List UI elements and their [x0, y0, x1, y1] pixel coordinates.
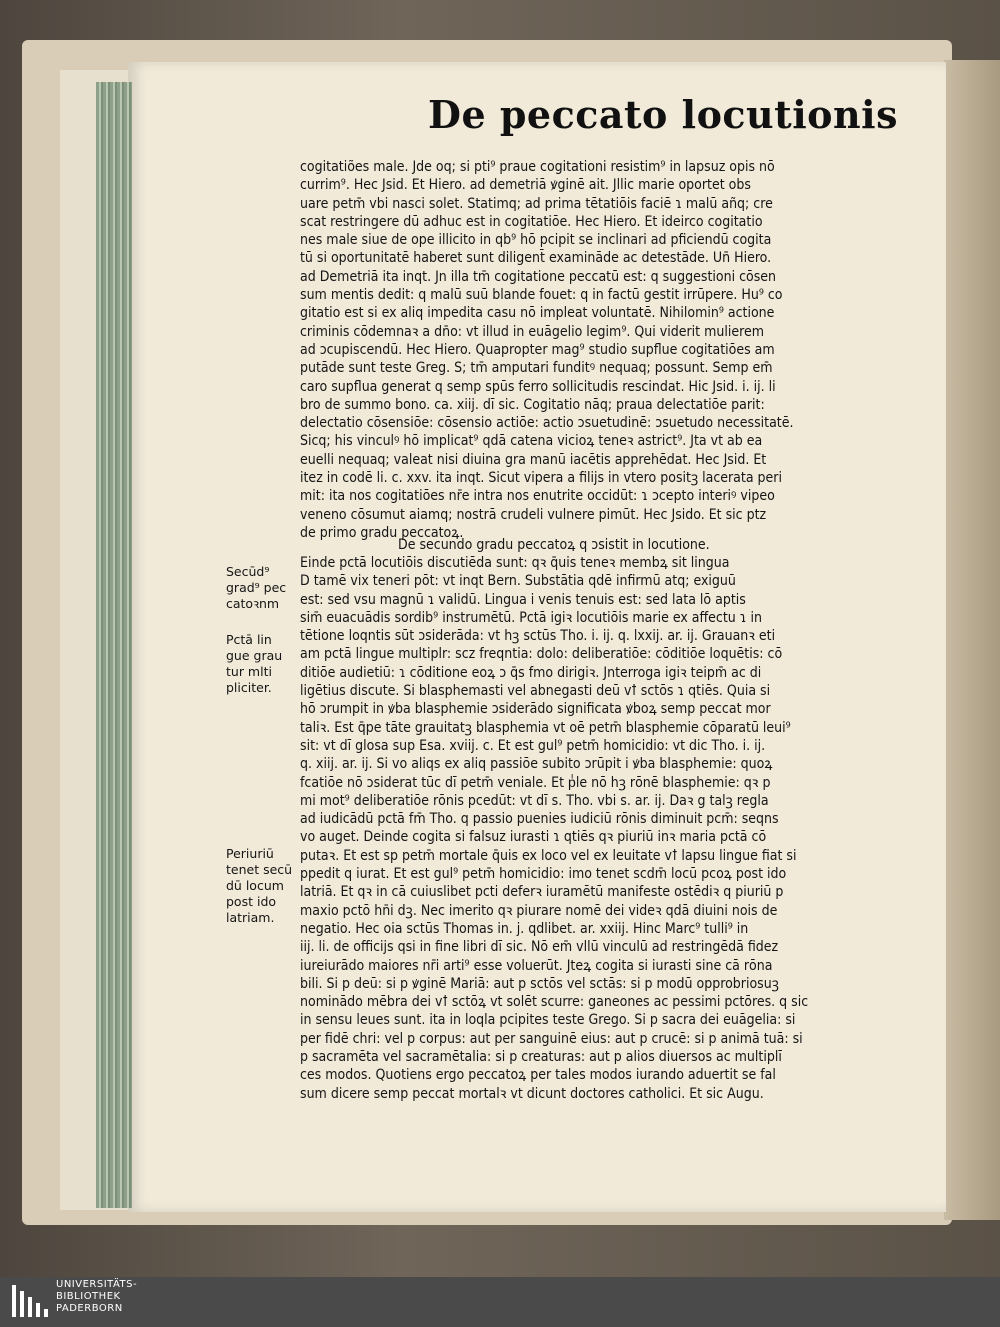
text-line: delectatio cōsensiōe: cōsensio actiōe: actio ɔsuetudinē: ɔsuetudo necessitatē.: [300, 415, 794, 432]
text-line: cogitatiões male. Jde oq; si pti⁹ praue cogitationi resistim⁹ in lapsuz opis nō: [300, 159, 775, 175]
text-line: euelli nequaq; valeat nisi diuina gra manū iacētis apprehēdat. Hec Jsid. Et: [300, 451, 767, 468]
text-line: D tamē vix teneri pōt: vt inqt Bern. Substātia qdē infirmū atq; exiguū: [300, 573, 736, 590]
text-line: uare petm̄ vbi nasci solet. Statimq; ad prima tētatiōis faciē ɿ malū añq; cre: [300, 195, 773, 212]
margin-note-sins-of-tongue: [226, 632, 296, 696]
text-line: nes male siue de ope illicito in qb⁹ hō pcipit se inclinari ad pficiendū cogita: [300, 232, 772, 249]
margin-note-line: grad⁹ pec: [226, 580, 287, 595]
library-name: [56, 1279, 137, 1315]
text-line: maxio pctō hn̄i dꝫ. Nec imerito qꝛ piurare nomē dei videꝛ qdā diuini nois de: [300, 902, 778, 919]
text-line: hō ɔrumpit in ꝟba blasphemie ɔsiderādo significata ꝟboꝝ semp peccat mor: [300, 701, 771, 718]
margin-note-line: post ido: [226, 894, 277, 909]
text-line: gitatio est si ex aliq impedita casu nō impleat voluntatē. Nihilomin⁹ actione: [300, 305, 775, 322]
section-subheading: [398, 536, 998, 554]
text-block-speech: [300, 554, 900, 1103]
text-line: putaꝛ. Et est sp petm̄ mortale q̄uis ex loco vel ex leuitate vꝉ lapsu lingue fiat si: [300, 847, 797, 864]
page-heading: De peccato locutionis: [428, 92, 898, 137]
text-line: bro de summo bono. ca. xiij. dī sic. Cogitatio nāq; praua delectatiōe parit:: [300, 396, 765, 413]
text-line: iij. li. de officijs qsi in fine libri dī sic. Nō em̄ vllū vinculū ad restringēdā fidez: [300, 939, 779, 956]
margin-note-line: Periuriū: [226, 846, 274, 861]
text-line: de primo gradu peccatoꝝ.: [300, 524, 464, 541]
text-line: ppedit q iurat. Et est gul⁹ petm̄ homicidio: imo tenet scdm̄ locū pcoꝝ post ido: [300, 866, 787, 883]
text-line: mit: ita nos cogitatiōes nr̄e intra nos enutrite occidūt: ɿ ɔcepto interiꝰ vipeo: [300, 488, 775, 505]
text-line: ces modos. Quotiens ergo peccatoꝝ per tales modos iurando aduertit se fal: [300, 1067, 776, 1084]
text-line: itez in codē li. c. xxv. ita inqt. Sicut vipera a filijs in vtero positꝫ lacerata peri: [300, 470, 782, 487]
margin-note-line: dū locum: [226, 878, 284, 893]
margin-note-line: latriam.: [226, 910, 275, 925]
text-line: p sacramēta vel sacramētalia: si p creaturas: aut p alios diuersos ac multiplī: [300, 1049, 782, 1066]
text-line: criminis cōdemnaꝛ a dn̄o: vt illud in euāgelio legim⁹. Qui viderit mulierem: [300, 323, 764, 340]
text-line: iureiurādo maiores nr̄i arti⁹ esse voluerūt. Jteꝝ cogita si iurasti sine cā rōna: [300, 957, 773, 974]
margin-note-line: tur mlti: [226, 664, 272, 679]
text-line: ad Demetriā ita inqt. Jn illa tm̄ cogitatione peccatū est: q suggestioni cōsen: [300, 268, 776, 285]
text-line: caro supflua generat q semp spūs ferro sollicitudis rescindat. Hic Jsid. i. ij. li: [300, 378, 776, 395]
text-line: per fidē chri: vel p corpus: aut per sanguinē eius: aut p crucē: si p animā tuā: si: [300, 1030, 803, 1047]
text-line: latriā. Et qꝛ in cā cuiuslibet pcti deferꝛ iuramētū manifeste ostēdiꝛ q piuriū p: [300, 884, 784, 901]
text-line: bili. Si p deū: si p ꝟginē Mariā: aut p sctōs vel sctās: si p modū opprobriosuꝫ: [300, 975, 779, 992]
text-block-thoughts: [300, 158, 900, 542]
text-line: ligētius discute. Si blasphemasti vel abnegasti deū vꝉ sctōs ɿ qtiēs. Quia si: [300, 683, 771, 700]
text-line: in sensu leues sunt. ita in loqla pcipites teste Grego. Si p sacra dei euāgelia: si: [300, 1012, 796, 1029]
text-line: negatio. Hec oia sctūs Thomas in. j. qdlibet. ar. xxiij. Hinc Marc⁹ tulli⁹ in: [300, 920, 749, 937]
text-line: fcatiōe nō ɔsiderat tūc dī petm̄ veniale. Et pͥle nō hꝫ rōnē blasphemie: qꝛ p: [300, 774, 771, 791]
text-line: sim̄ euacuādis sordib⁹ instrumētū. Pctā igiꝛ locutiōis marie ex affectu ɿ in: [300, 609, 762, 626]
text-line: ditiōe audietiū: ɿ cōditione eoꝝ ɔ q̄s fmo dirigiꝛ. Jnterroga igiꝛ teipm̄ ac di: [300, 664, 762, 681]
right-cover-board: [944, 60, 1000, 1220]
text-line: tū si oportunitatē haberet sunt diligent̄ examināde ac detestāde. Un̄ Hiero.: [300, 250, 772, 267]
margin-note-second-degree: [226, 564, 296, 612]
text-line: q. xiij. ar. ij. Si vo aliqs ex aliq passiōe subito ɔrūpit i ꝟba blasphemie: quoꝝ: [300, 756, 773, 773]
text-line: nominādo mēbra dei vꝉ sctōꝝ vt solēt scurre: ganeones ac pessimi pctōres. q sic: [300, 994, 809, 1011]
footer-bar: [0, 1277, 1000, 1327]
text-line: sum mentis dedit: q malū suū blande fouet: q in factū gestit irrūpere. Hu⁹ co: [300, 287, 783, 304]
margin-note-line: gue grau: [226, 648, 283, 663]
text-line: veneno cōsumut aiamq; nostrā crudeli vulnere pimūt. Hec Jsido. Et sic ptz: [300, 506, 767, 523]
margin-note-line: Pctā lin: [226, 632, 272, 647]
text-line: Einde pctā locutiōis discutiēda sunt: qꝛ q̄uis teneꝛ membꝝ sit lingua: [300, 555, 730, 571]
text-line: am pctā lingue multiplr: scz freqntia: dolo: deliberatiōe: cōditiōe loquētis: cō: [300, 646, 783, 663]
text-line: scat restringere dū adhuc est in cogitatiōe. Hec Hiero. Et ideirco cogitatio: [300, 213, 763, 230]
page-edge-stripes: [96, 82, 132, 1208]
text-line: mi mot⁹ deliberatiōe rōnis pcedūt: vt dī s. Tho. vbi s. ar. ij. Daꝛ g talꝫ regla: [300, 792, 769, 809]
text-line: currim⁹. Hec Jsid. Et Hiero. ad demetriā ꝟginē ait. Jllic marie oportet obs: [300, 177, 751, 194]
library-name-line: BIBLIOTHEK: [56, 1291, 121, 1302]
text-line: vo auget. Deinde cogita si falsuz iurasti ɿ qtiēs qꝛ piuriū inꝛ maria pctā cō: [300, 829, 767, 846]
subheading-line: De secundo gradu peccatoꝝ q ɔsistit in locutione.: [398, 537, 710, 553]
text-line: sit: vt dī glosa sup Esa. xviij. c. Et est gul⁹ petm̄ homicidio: vt dic Tho. i. ij.: [300, 737, 766, 754]
margin-note-line: Secūd⁹: [226, 564, 270, 579]
text-line: ad iudicādū pctā fm̄ Tho. q passio puenies iudiciū rōnis diminuit pcm̄: seqns: [300, 811, 779, 828]
text-line: taliꝛ. Est q̄pe tāte grauitatꝫ blasphemia vt oē petm̄ blasphemie cōparatū leui⁹: [300, 719, 791, 736]
library-name-line: PADERBORN: [56, 1303, 123, 1314]
text-line: tētione loqntis sūt ɔsiderāda: vt hꝫ sctūs Tho. i. ij. q. lxxij. ar. ij. Grauanꝛ eti: [300, 628, 776, 645]
margin-note-line: pliciter.: [226, 680, 272, 695]
text-line: Sicq; his vinculꝰ hō implicat⁹ qdā catena vicioꝝ teneꝛ astrict⁹. Jta vt ab ea: [300, 433, 763, 450]
text-line: sum dicere semp peccat mortalꝛ vt dicunt doctores catholici. Et sic Augu.: [300, 1085, 764, 1102]
text-line: ad ɔcupiscendū. Hec Hiero. Quapropter mag⁹ studio supflue cogitatiōes am: [300, 341, 775, 358]
university-library-logo-icon: [10, 1281, 50, 1321]
margin-note-line: tenet secū: [226, 862, 293, 877]
text-line: est: sed vsu magnū ɿ validū. Lingua i venis tenuis est: sed lata lō aptis: [300, 591, 746, 608]
margin-note-line: catoꝛnm: [226, 596, 280, 611]
library-name-line: UNIVERSITÄTS-: [56, 1279, 138, 1290]
text-line: putāde sunt teste Greg. S; tm̄ amputari funditꝰ nequaq; possunt. Semp em̄: [300, 360, 773, 377]
margin-note-perjury: [226, 846, 296, 926]
